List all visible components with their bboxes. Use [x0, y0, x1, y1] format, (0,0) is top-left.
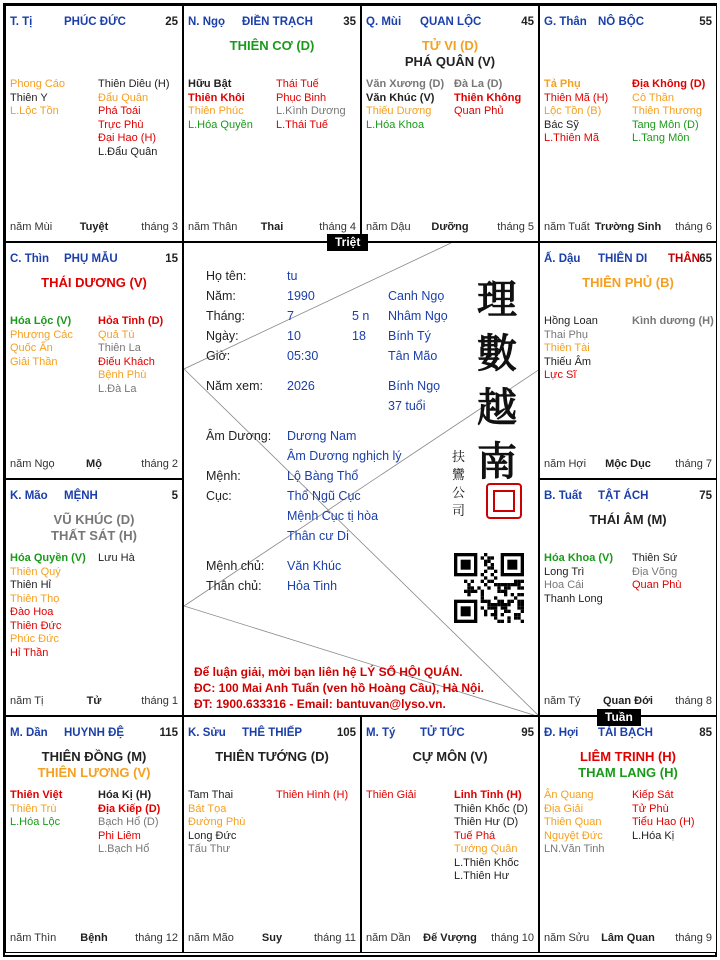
palace-month: tháng 9 [675, 932, 712, 944]
minor-star: Hữu Bật [188, 78, 232, 90]
palace-footer [188, 221, 356, 235]
tuan-badge: Tuần [597, 709, 641, 726]
minor-star: L.Lộc Tồn [10, 105, 59, 117]
life-stage: Đế Vượng [423, 932, 477, 944]
minor-star: Bác Sỹ [544, 118, 579, 131]
seal-char: 司 [452, 504, 466, 519]
palace-header [366, 16, 534, 30]
minor-star: L.Thiên Khốc [454, 856, 519, 869]
value-menh-chu: Văn Khúc [287, 559, 342, 573]
palace-ngo [183, 5, 361, 242]
label-menh: Mệnh: [206, 469, 241, 483]
minor-star: Nguyệt Đức [544, 829, 603, 842]
value-cuc-2: Mệnh Cục tị hòa [287, 509, 379, 523]
palace-branch: Ấ. Dậu [544, 253, 581, 265]
minor-star: Tiểu Hao (H) [632, 816, 695, 828]
minor-star: Quan Phù [632, 579, 682, 591]
palace-footer [366, 221, 534, 235]
minor-star: Lộc Tồn (B) [544, 105, 602, 117]
palace-footer [10, 221, 178, 235]
minor-star: Phong Cáo [10, 78, 66, 90]
horoscope-chart [3, 3, 717, 957]
palace-age: 35 [343, 16, 356, 28]
minor-star: L.Hóa Kị [632, 829, 675, 842]
qr-code[interactable] [454, 553, 524, 623]
minor-star: L.Hóa Lộc [10, 816, 61, 828]
minor-star: Thiên Thương [632, 105, 703, 117]
palace-footer [544, 695, 712, 709]
minor-star: L.Thiên Mã [544, 132, 600, 144]
palace-age: 85 [699, 727, 712, 739]
value-nam: 1990 [287, 289, 315, 303]
main-star: CỰ MÔN (V) [412, 749, 488, 764]
palace-suu [183, 716, 361, 953]
minor-star: Quả Tú [98, 328, 135, 341]
contact-line-1: Để luận giải, mời bạn liên hệ LÝ SỐ HỘI QUÁN. [194, 665, 463, 679]
palace-year: năm Hợi [544, 458, 587, 470]
calligraphy-char: 數 [477, 330, 517, 377]
life-stage: Tử [86, 695, 102, 707]
palace-month: tháng 6 [675, 221, 712, 233]
palace-branch: K. Sửu [188, 727, 226, 739]
minor-star: Bệnh Phù [98, 369, 147, 381]
palace-branch: C. Thìn [10, 253, 49, 265]
seal-char: 扶 [452, 450, 466, 465]
value-gio-can: Tân Mão [388, 349, 438, 363]
minor-star: Thiên Quan [544, 816, 602, 828]
palace-header [544, 490, 712, 504]
palace-header [188, 16, 356, 30]
value-ngay-can: Bính Tý [388, 329, 431, 343]
label-thang: Tháng: [206, 309, 245, 323]
palace-mao [5, 479, 183, 716]
minor-star: L.Đà La [98, 382, 137, 395]
value-nam-xem-can: Bính Ngọ [388, 379, 441, 393]
triet-badge: Triệt [327, 234, 368, 251]
minor-star: Thiên Quý [10, 565, 61, 578]
contact-phone-email: ĐT: 1900.633316 - Email: bantuvan@lyso.vn. [194, 697, 446, 711]
palace-mui [361, 5, 539, 242]
minor-star: Thiên Hình (H) [276, 789, 349, 801]
palace-year: năm Mùi [10, 221, 53, 233]
minor-star: Thiếu Dương [366, 105, 432, 117]
minor-star: Hỉ Thần [10, 646, 49, 659]
palace-age: 65 [699, 253, 712, 265]
minor-star: Hỏa Tinh (D) [98, 315, 164, 327]
palace-footer [544, 932, 712, 946]
value-am-duong-2: Âm Dương nghịch lý [287, 449, 402, 463]
life-stage: Mộc Dục [605, 458, 651, 470]
palace-footer [366, 932, 534, 946]
minor-star: Phi Liêm [98, 829, 141, 842]
palace-header [10, 490, 178, 504]
minor-star: Thiên Y [10, 91, 48, 104]
minor-star: Thiên Thọ [10, 592, 60, 605]
palace-year: năm Mão [188, 932, 234, 944]
palace-age: 115 [159, 727, 178, 739]
minor-star: Tướng Quân [454, 843, 518, 855]
minor-star: Thiên Diêu (H) [98, 78, 170, 90]
palace-age: 5 [171, 490, 178, 502]
minor-star: Thiên Việt [10, 789, 63, 801]
minor-star: Trực Phù [98, 118, 144, 131]
palace-branch: Đ. Hợi [544, 727, 579, 739]
minor-star: Phá Toái [98, 105, 141, 117]
minor-star: Đường Phù [188, 816, 246, 828]
than-marker: THÂN [668, 253, 700, 265]
palace-year: năm Thân [188, 221, 238, 233]
minor-star: L.Tang Môn [632, 132, 690, 144]
palace-branch: G. Thân [544, 16, 587, 28]
minor-star: Lực Sĩ [544, 369, 577, 381]
value-menh: Lộ Bàng Thổ [287, 469, 359, 483]
value-thang-n: 5 n [352, 309, 370, 323]
palace-name: ĐIỀN TRẠCH [242, 16, 313, 28]
palace-month: tháng 5 [497, 221, 534, 233]
palace-thin [5, 242, 183, 479]
minor-star: Thiên Phúc [188, 105, 244, 117]
palace-month: tháng 3 [141, 221, 178, 233]
main-star: TỬ VI (D) [421, 38, 479, 53]
life-stage: Tuyệt [79, 221, 109, 233]
palace-footer [544, 458, 712, 472]
palace-year: năm Thìn [10, 932, 57, 944]
minor-star: L.Kình Dương [276, 105, 346, 117]
palace-age: 15 [165, 253, 178, 265]
minor-star: Quốc Ấn [10, 342, 53, 354]
palace-month: tháng 4 [319, 221, 356, 233]
value-ngay: 10 [287, 329, 301, 343]
main-star: THÁI DƯƠNG (V) [41, 275, 147, 290]
label-menh-chu: Mệnh chủ: [206, 559, 265, 573]
value-nam-can: Canh Ngọ [388, 289, 445, 303]
minor-star: Tấu Thư [188, 843, 231, 855]
minor-star: Hóa Lộc (V) [10, 315, 72, 327]
palace-age: 75 [699, 490, 712, 502]
minor-star: Thiên Khốc (D) [454, 802, 528, 815]
palace-year: năm Dậu [366, 221, 411, 233]
minor-star: Địa Võng [632, 565, 678, 578]
palace-footer [544, 221, 712, 235]
palace-year: năm Dần [366, 932, 411, 944]
palace-header [544, 16, 712, 30]
palace-name: QUAN LỘC [420, 16, 482, 28]
palace-hoi [539, 716, 717, 953]
minor-star: Linh Tinh (H) [454, 789, 522, 801]
value-thang: 7 [287, 309, 294, 323]
main-star: THÁI ÂM (M) [589, 512, 667, 527]
minor-star: Thiên Giải [366, 789, 417, 801]
minor-star: Long Đức [188, 829, 237, 842]
minor-star: Tam Thai [188, 789, 234, 801]
value-nam-xem: 2026 [287, 379, 315, 393]
minor-star: Đẩu Quân [98, 91, 149, 104]
palace-month: tháng 1 [141, 695, 178, 707]
palace-branch: B. Tuất [544, 490, 583, 502]
minor-star: Phượng Các [10, 328, 73, 341]
main-star: PHÁ QUÂN (V) [404, 54, 496, 69]
value-thang-can: Nhâm Ngọ [388, 309, 448, 323]
label-ngay: Ngày: [206, 329, 239, 343]
label-nam: Năm: [206, 289, 236, 303]
minor-star: Hóa Kị (H) [98, 789, 152, 801]
minor-star: Thiên La [98, 342, 141, 354]
palace-branch: N. Ngọ [188, 16, 226, 28]
minor-star: Địa Không (D) [632, 78, 706, 90]
minor-star: Hồng Loan [544, 315, 598, 327]
palace-age: 25 [165, 16, 178, 28]
calligraphy-char: 理 [477, 276, 517, 323]
palace-name: PHỤ MẪU [64, 253, 118, 265]
palace-ty [361, 716, 539, 953]
label-nam-xem: Năm xem: [206, 379, 263, 393]
minor-star: Tang Môn (D) [632, 118, 699, 131]
center-info-panel [183, 242, 539, 716]
minor-star: L.Thái Tuế [276, 118, 328, 131]
main-star: THIÊN CƠ (D) [229, 38, 315, 53]
palace-month: tháng 10 [491, 932, 534, 944]
palace-footer [188, 932, 356, 946]
minor-star: Thanh Long [544, 592, 603, 605]
minor-star: Thiên Hư (D) [454, 816, 519, 828]
palace-year: năm Tý [544, 695, 581, 707]
palace-branch: Q. Mùi [366, 16, 402, 28]
minor-star: Thiên Không [454, 91, 522, 104]
minor-star: Long Trì [544, 565, 585, 578]
contact-address: ĐC: 100 Mai Anh Tuấn (ven hồ Hoàng Cầu), Hà Nội. [194, 681, 485, 695]
minor-star: Lưu Hà [98, 552, 135, 564]
minor-star: LN.Văn Tinh [544, 843, 605, 855]
palace-age: 105 [336, 727, 356, 739]
palace-name: NÔ BỘC [598, 16, 644, 28]
palace-age: 45 [521, 16, 534, 28]
palace-month: tháng 2 [141, 458, 178, 470]
palace-age: 55 [699, 16, 712, 28]
minor-star: Hóa Khoa (V) [544, 552, 614, 564]
seal-char: 公 [452, 486, 466, 501]
value-tuoi: 37 tuổi [388, 399, 426, 413]
minor-star: Tả Phụ [544, 78, 581, 90]
life-stage: Dưỡng [431, 221, 469, 233]
minor-star: Văn Xương (D) [366, 78, 445, 90]
palace-name: HUYNH ĐỆ [64, 727, 125, 739]
minor-star: Bát Tọa [188, 802, 227, 815]
palace-name: THIÊN DI [598, 253, 648, 265]
palace-branch: K. Mão [10, 490, 48, 502]
minor-star: Ân Quang [544, 789, 594, 801]
palace-name: TÀI BẠCH [598, 727, 653, 739]
palace-name: TẬT ÁCH [598, 490, 649, 502]
minor-star: Thiên Trù [10, 802, 57, 815]
palace-tuat [539, 479, 717, 716]
main-star: THAM LANG (H) [578, 765, 678, 780]
life-stage: Bệnh [80, 932, 108, 944]
value-am-duong: Dương Nam [287, 429, 357, 443]
main-star: THIÊN TƯỚNG (D) [215, 749, 329, 764]
palace-header [10, 253, 178, 267]
minor-star: Hóa Quyền (V) [10, 552, 86, 564]
value-than-chu: Hỏa Tinh [287, 579, 338, 593]
seal-char: 鸞 [452, 468, 466, 483]
main-star: THẤT SÁT (H) [51, 528, 137, 543]
palace-year: năm Tuất [544, 221, 590, 233]
value-cuc-3: Thân cư Di [287, 529, 349, 543]
minor-star: Tử Phù [632, 802, 669, 815]
minor-star: Kiếp Sát [632, 789, 674, 801]
life-stage: Suy [261, 932, 283, 944]
small-seal-text [452, 449, 466, 521]
palace-header [544, 727, 712, 741]
main-star: THIÊN ĐỒNG (M) [41, 749, 147, 764]
palace-header [10, 16, 178, 30]
minor-star: Kình dương (H) [632, 315, 714, 327]
palace-month: tháng 12 [135, 932, 178, 944]
minor-star: Thiên Đức [10, 619, 62, 632]
palace-month: tháng 11 [313, 932, 356, 944]
life-stage: Mộ [86, 458, 102, 470]
minor-star: Cô Thần [632, 91, 674, 104]
palace-footer [10, 458, 178, 472]
palace-footer [10, 932, 178, 946]
minor-star: Thiên Khôi [188, 91, 245, 104]
life-stage: Trường Sinh [594, 221, 662, 233]
palace-name: TỬ TỨC [420, 727, 465, 739]
label-ho-ten: Họ tên: [206, 269, 247, 283]
value-cuc: Thổ Ngũ Cục [287, 489, 361, 503]
palace-header [188, 727, 356, 741]
minor-star: Tuế Phá [454, 829, 496, 842]
minor-star: L.Thiên Hư [454, 870, 510, 882]
main-star: THIÊN LƯƠNG (V) [37, 765, 151, 780]
palace-branch: T. Tị [10, 16, 33, 28]
value-gio: 05:30 [287, 349, 319, 363]
minor-star: Giải Thần [10, 355, 58, 368]
palace-name: THÊ THIẾP [242, 727, 303, 739]
minor-star: Quan Phủ [454, 105, 504, 117]
calligraphy-char: 南 [477, 438, 517, 485]
minor-star: Địa Giải [544, 802, 584, 815]
label-gio: Giờ: [206, 349, 231, 363]
palace-header [544, 253, 712, 267]
palace-dau [539, 242, 717, 479]
palace-footer [10, 695, 178, 709]
value-ho-ten: tu [287, 269, 298, 283]
minor-star: Đào Hoa [10, 606, 54, 618]
life-stage: Thai [260, 221, 284, 233]
minor-star: L.Đẩu Quân [98, 145, 158, 158]
minor-star: Thiên Tài [544, 342, 590, 354]
minor-star: Thiếu Âm [544, 355, 592, 368]
minor-star: L.Hóa Quyền [188, 118, 253, 131]
minor-star: Thiên Sứ [632, 552, 678, 564]
palace-year: năm Tị [10, 695, 44, 707]
calligraphy-title [472, 273, 522, 489]
minor-star: Văn Khúc (V) [366, 91, 435, 104]
palace-header [366, 727, 534, 741]
palace-month: tháng 8 [675, 695, 712, 707]
minor-star: Điếu Khách [98, 355, 155, 368]
calligraphy-char: 越 [477, 384, 517, 431]
red-seal-stamp [486, 483, 522, 519]
palace-ti [5, 5, 183, 242]
minor-star: Phúc Đức [10, 633, 59, 645]
palace-age: 95 [521, 727, 534, 739]
palace-dan [5, 716, 183, 953]
palace-branch: M. Tý [366, 727, 396, 739]
palace-year: năm Ngọ [10, 458, 55, 470]
main-star: THIÊN PHỦ (B) [582, 275, 674, 290]
life-stage: Lâm Quan [601, 932, 655, 944]
minor-star: Thai Phụ [544, 328, 589, 341]
palace-name: MỆNH [64, 490, 98, 502]
minor-star: Thiên Mã (H) [544, 91, 609, 104]
minor-star: L.Bạch Hổ [98, 843, 150, 855]
minor-star: L.Hóa Khoa [366, 118, 425, 131]
minor-star: Đà La (D) [454, 78, 503, 90]
minor-star: Thiên Hỉ [10, 579, 51, 591]
minor-star: Phục Binh [276, 91, 327, 104]
palace-branch: M. Dần [10, 727, 48, 739]
label-than-chu: Thân chủ: [206, 579, 262, 593]
value-ngay-am: 18 [352, 329, 366, 343]
main-star: VŨ KHÚC (D) [53, 512, 135, 527]
label-cuc: Cục: [206, 489, 232, 503]
life-stage: Quan Đới [603, 695, 653, 707]
main-star: LIÊM TRINH (H) [579, 749, 677, 764]
label-am-duong: Âm Dương: [206, 429, 272, 443]
minor-star: Thái Tuế [276, 78, 319, 90]
minor-star: Hoa Cái [544, 579, 584, 591]
minor-star: Đại Hao (H) [98, 132, 157, 144]
palace-name: PHÚC ĐỨC [64, 16, 126, 28]
palace-than [539, 5, 717, 242]
palace-header [10, 727, 178, 741]
minor-star: Địa Kiếp (D) [98, 802, 161, 815]
minor-star: Bạch Hổ (D) [98, 816, 159, 828]
palace-month: tháng 7 [675, 458, 712, 470]
palace-year: năm Sửu [544, 932, 590, 944]
